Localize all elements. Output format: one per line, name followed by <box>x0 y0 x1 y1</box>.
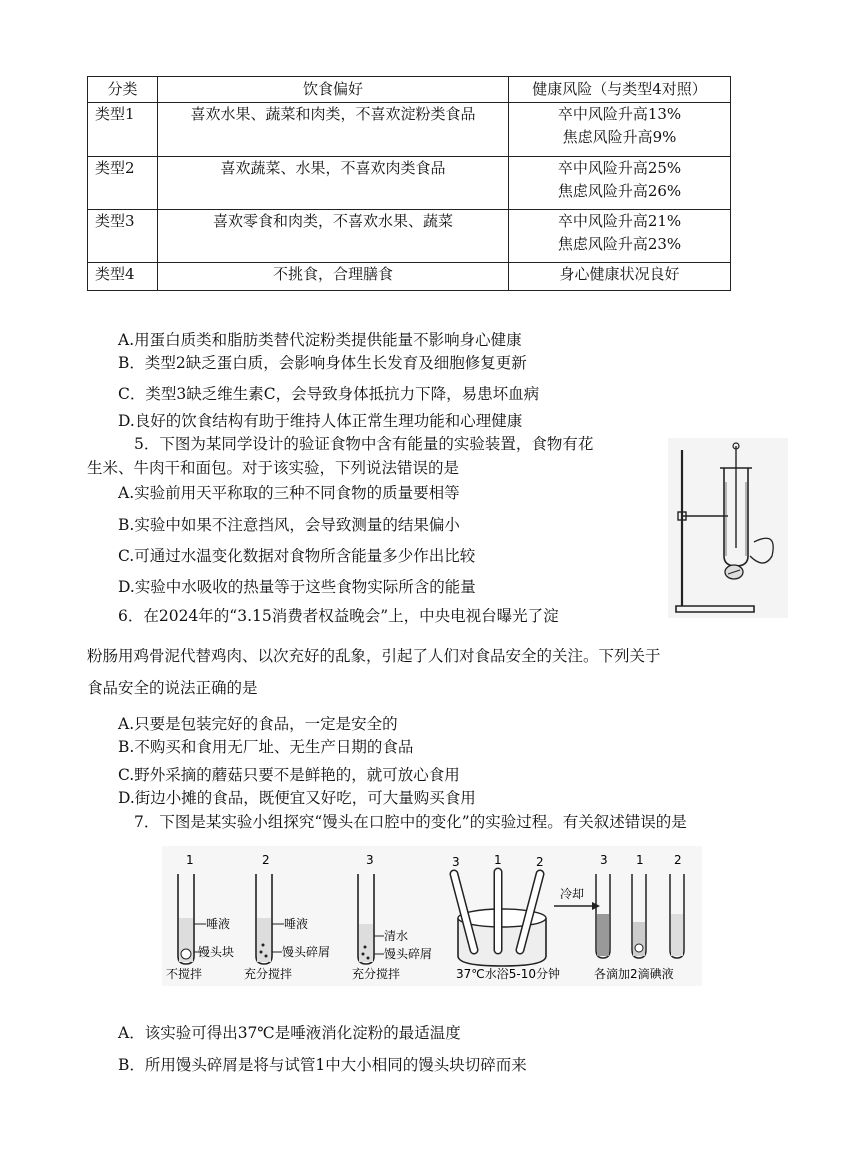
tube-number: 1 <box>186 853 194 867</box>
q5-option-c[interactable]: C.可通过水温变化数据对食物所含能量多少作出比较 <box>118 547 476 565</box>
q5-stem-line1: 5．下图为某同学设计的验证食物中含有能量的实验装置，食物有花 <box>134 435 594 453</box>
row-risk: 卒中风险升高21% 焦虑风险升高23% <box>509 210 731 263</box>
table-header-class: 分类 <box>88 77 158 103</box>
label-bread-crumbs: 馒头碎屑 <box>384 947 433 961</box>
table-row <box>88 157 731 210</box>
label-water: 清水 <box>384 929 409 943</box>
label-bread-block: 馒头块 <box>198 945 235 959</box>
q7-option-b[interactable]: B．所用馒头碎屑是将与试管1中大小相同的馒头块切碎而来 <box>118 1056 527 1074</box>
table-row <box>88 210 731 263</box>
bath-tube-number: 1 <box>494 853 502 867</box>
table-header-risk: 健康风险（与类型4对照） <box>509 77 731 103</box>
q5-option-b[interactable]: B.实验中如果不注意挡风，会导致测量的结果偏小 <box>118 516 460 534</box>
q5-stem-line2: 生米、牛肉干和面包。对于该实验，下列说法错误的是 <box>87 459 460 477</box>
q7-stem: 7．下图是某实验小组探究“馒头在口腔中的变化”的实验过程。有关叙述错误的是 <box>134 813 687 831</box>
row-type: 类型3 <box>88 210 158 263</box>
row-risk: 卒中风险升高13% 焦虑风险升高9% <box>509 103 731 157</box>
label-iodine: 各滴加2滴碘液 <box>594 967 674 981</box>
label-bath: 37℃水浴5-10分钟 <box>456 967 560 981</box>
row-preference: 喜欢零食和肉类，不喜欢水果、蔬菜 <box>158 210 509 263</box>
row-preference: 喜欢蔬菜、水果，不喜欢肉类食品 <box>158 157 509 210</box>
result-tube-number: 1 <box>636 853 644 867</box>
q6-stem-line2: 粉肠用鸡骨泥代替鸡肉、以次充好的乱象，引起了人们对食品安全的关注。下列关于 <box>87 647 661 665</box>
q5-option-a[interactable]: A.实验前用天平称取的三种不同食物的质量要相等 <box>118 484 460 502</box>
row-preference: 不挑食，合理膳食 <box>158 263 509 291</box>
saliva-digestion-experiment-figure <box>162 846 702 986</box>
q4-option-c[interactable]: C．类型3缺乏维生素C，会导致身体抵抗力下降，易患坏血病 <box>118 385 540 403</box>
table-row <box>88 103 731 157</box>
result-tube-number: 2 <box>674 853 682 867</box>
q6-option-b[interactable]: B.不购买和食用无厂址、无生产日期的食品 <box>118 738 414 756</box>
label-stir: 充分搅拌 <box>244 967 293 981</box>
row-risk: 身心健康状况良好 <box>509 263 731 291</box>
row-type: 类型4 <box>88 263 158 291</box>
label-no-stir: 不搅拌 <box>166 967 203 981</box>
row-preference: 喜欢水果、蔬菜和肉类，不喜欢淀粉类食品 <box>158 103 509 157</box>
row-type: 类型2 <box>88 157 158 210</box>
label-cool: 冷却 <box>560 887 585 901</box>
q6-option-d[interactable]: D.街边小摊的食品，既便宜又好吃，可大量购买食用 <box>118 789 476 807</box>
label-saliva: 唾液 <box>206 917 231 931</box>
q6-option-c[interactable]: C.野外采摘的蘑菇只要不是鲜艳的，就可放心食用 <box>118 766 460 784</box>
q4-option-d[interactable]: D.良好的饮食结构有助于维持人体正常生理功能和心理健康 <box>118 412 523 430</box>
q4-option-a[interactable]: A.用蛋白质类和脂肪类替代淀粉类提供能量不影响身心健康 <box>118 331 522 349</box>
diet-table <box>87 76 731 291</box>
bath-tube-number: 2 <box>536 855 544 869</box>
tube-number: 2 <box>262 853 270 867</box>
row-type: 类型1 <box>88 103 158 157</box>
label-stir: 充分搅拌 <box>352 967 401 981</box>
q7-option-a[interactable]: A．该实验可得出37℃是唾液消化淀粉的最适温度 <box>118 1024 461 1042</box>
label-bread-crumbs: 馒头碎屑 <box>282 945 331 959</box>
table-row <box>88 263 731 291</box>
bath-tube-number: 3 <box>452 855 460 869</box>
tube-number: 3 <box>366 853 374 867</box>
q6-stem-line3: 食品安全的说法正确的是 <box>87 679 258 697</box>
q6-option-a[interactable]: A.只要是包装完好的食品，一定是安全的 <box>118 715 398 733</box>
result-tube-number: 3 <box>600 853 608 867</box>
row-risk: 卒中风险升高25% 焦虑风险升高26% <box>509 157 731 210</box>
table-header-preference: 饮食偏好 <box>158 77 509 103</box>
q4-option-b[interactable]: B．类型2缺乏蛋白质，会影响身体生长发育及细胞修复更新 <box>118 354 527 372</box>
food-energy-apparatus-figure <box>668 438 788 618</box>
label-saliva: 唾液 <box>284 917 309 931</box>
q6-stem-line1: 6．在2024年的“3.15消费者权益晚会”上，中央电视台曝光了淀 <box>118 607 559 625</box>
q5-option-d[interactable]: D.实验中水吸收的热量等于这些食物实际所含的能量 <box>118 578 476 596</box>
